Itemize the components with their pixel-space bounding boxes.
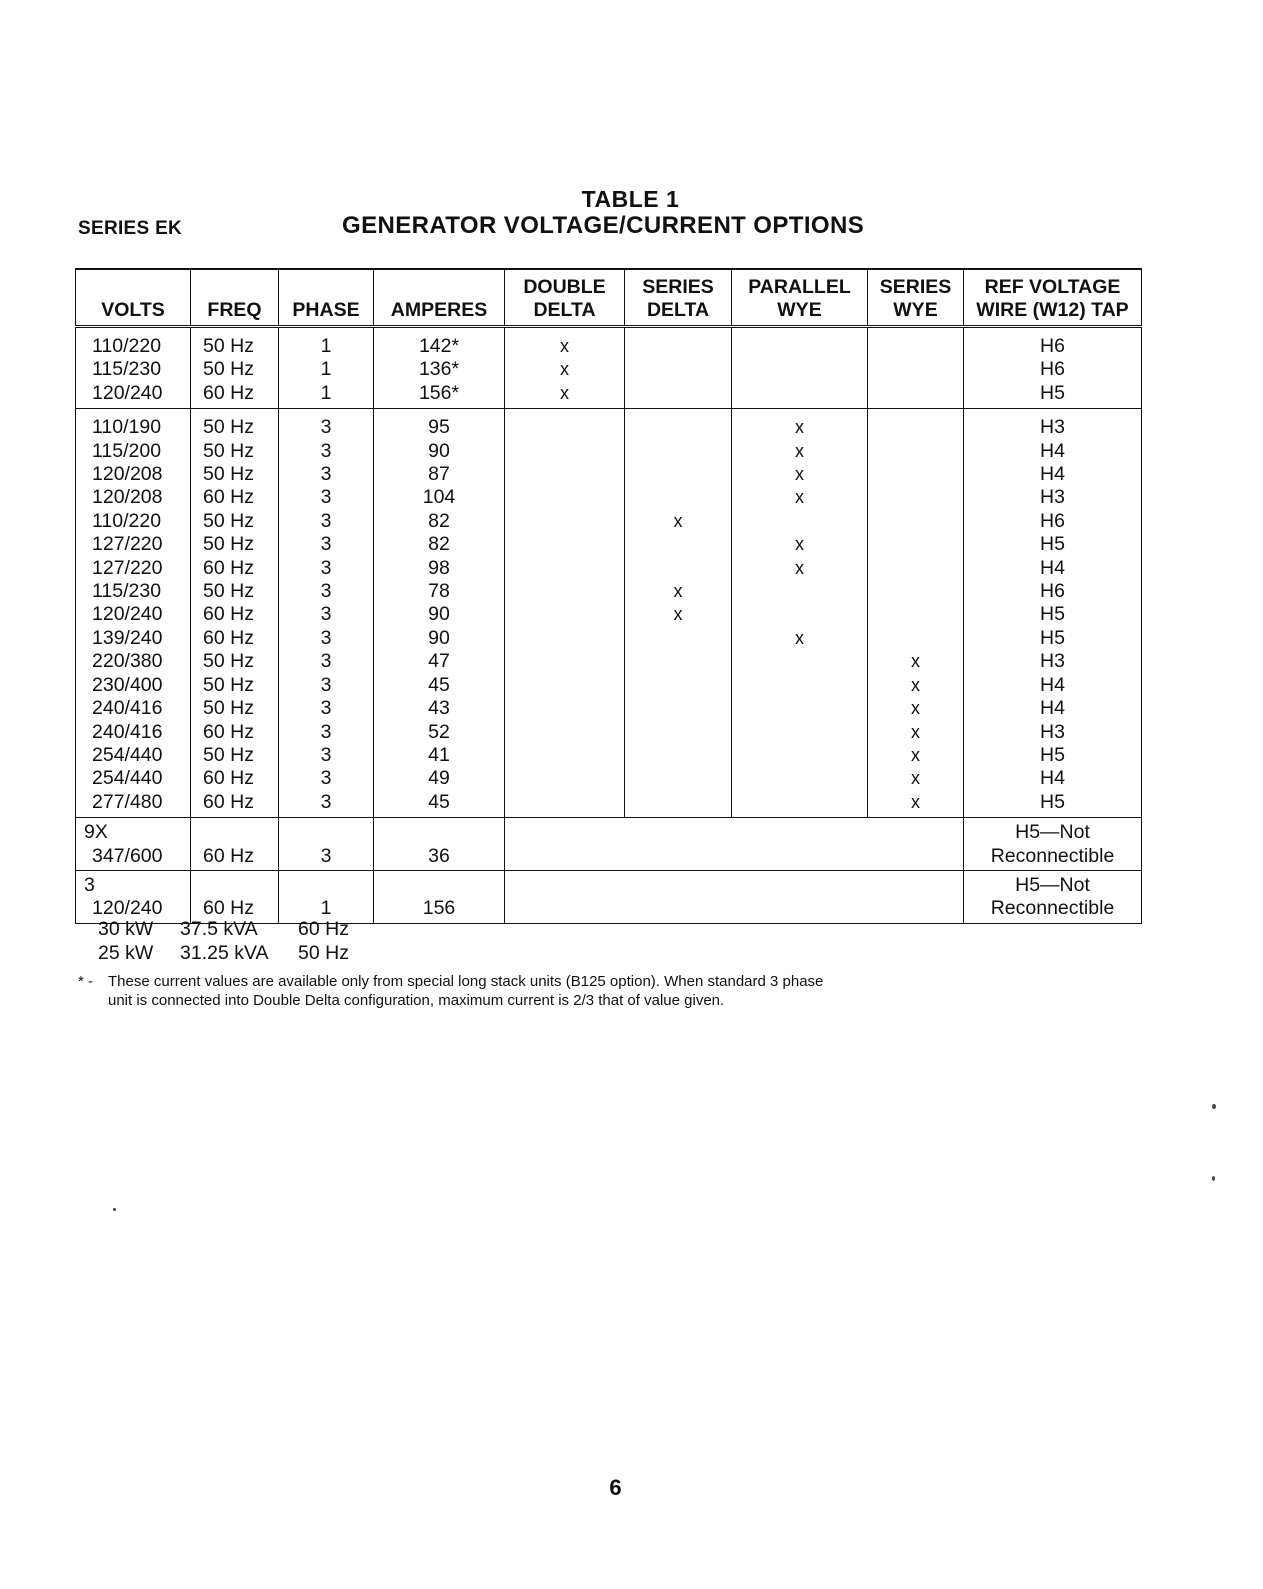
rating-kw: 25 kW (98, 941, 154, 964)
series-wye-cell (868, 580, 964, 603)
series-delta-cell (625, 463, 732, 486)
double-delta-cell: x (505, 382, 625, 409)
amperes-cell-value: 36 (428, 844, 450, 867)
table-row (76, 557, 1142, 580)
parallel-wye-cell (732, 382, 868, 409)
parallel-wye-cell (732, 580, 868, 603)
table-row (76, 767, 1142, 790)
series-wye-cell: x (868, 791, 964, 818)
table-row (76, 580, 1142, 603)
column-header-line2: FREQ (207, 299, 262, 321)
table-row (76, 650, 1142, 673)
volts-cell: 110/190 (76, 409, 191, 440)
freq-cell: 50 Hz (191, 533, 279, 556)
series-wye-cell: x (868, 721, 964, 744)
freq-cell: 50 Hz (191, 440, 279, 463)
table-row (76, 409, 1142, 440)
tap-cell: H4 (964, 440, 1142, 463)
table-row (76, 674, 1142, 697)
phase-cell: 3 (279, 650, 374, 673)
parallel-wye-cell (732, 603, 868, 626)
phase-cell: 3 (279, 463, 374, 486)
series-wye-cell (868, 440, 964, 463)
tap-cell: H3 (964, 486, 1142, 509)
column-header-line1 (76, 276, 190, 299)
tap-line2: Reconnectible (990, 844, 1115, 867)
series-delta-cell: x (625, 580, 732, 603)
column-header-line2: AMPERES (390, 299, 488, 321)
phase-cell: 3 (279, 721, 374, 744)
footnote-line-2: unit is connected into Double Delta configuration, maximum current is 2/3 that of value given. (108, 991, 725, 1009)
freq-cell: 50 Hz (191, 510, 279, 533)
double-delta-cell (505, 697, 625, 720)
phase-cell: 3 (279, 510, 374, 533)
freq-cell: 50 Hz (191, 409, 279, 440)
tap-cell: H5 (964, 791, 1142, 818)
tap-cell: H4 (964, 557, 1142, 580)
freq-cell: 60 Hz (191, 557, 279, 580)
series-delta-cell (625, 697, 732, 720)
table-row (76, 382, 1142, 409)
series-wye-cell (868, 486, 964, 509)
model-label: 9X (84, 821, 108, 844)
series-wye-cell: x (868, 650, 964, 673)
column-header (505, 269, 625, 327)
double-delta-cell (505, 744, 625, 767)
series-wye-cell: x (868, 674, 964, 697)
column-header-line1 (374, 276, 504, 299)
double-delta-cell (505, 650, 625, 673)
series-wye-cell (868, 510, 964, 533)
scan-speck (113, 1208, 116, 1211)
series-delta-cell (625, 674, 732, 697)
parallel-wye-cell (732, 358, 868, 381)
rating-kw: 30 kW (98, 918, 154, 940)
volts-cell: 120/240 (76, 382, 191, 409)
amperes-cell: 142* (374, 327, 505, 359)
column-header-line1: PARALLEL (748, 276, 851, 298)
series-delta-cell (625, 327, 732, 359)
tap-cell (964, 870, 1142, 923)
series-wye-cell: x (868, 767, 964, 790)
series-wye-cell (868, 603, 964, 626)
parallel-wye-cell (732, 510, 868, 533)
table-row (76, 358, 1142, 381)
amperes-cell: 90 (374, 627, 505, 650)
series-delta-cell: x (625, 603, 732, 626)
rating-freq: 50 Hz (298, 941, 349, 964)
parallel-wye-cell (732, 744, 868, 767)
tap-cell: H6 (964, 510, 1142, 533)
amperes-cell (374, 818, 505, 871)
double-delta-cell (505, 791, 625, 818)
column-header (374, 269, 505, 327)
tap-cell: H4 (964, 767, 1142, 790)
amperes-cell: 49 (374, 767, 505, 790)
column-header (868, 269, 964, 327)
parallel-wye-cell (732, 650, 868, 673)
table-row (76, 721, 1142, 744)
volts-cell: 240/416 (76, 721, 191, 744)
volts-value: 120/240 (92, 897, 163, 920)
table-row (76, 327, 1142, 359)
volts-cell: 115/230 (76, 358, 191, 381)
column-header-line2: WYE (893, 299, 938, 321)
phase-cell: 3 (279, 409, 374, 440)
freq-cell: 60 Hz (191, 791, 279, 818)
column-header (732, 269, 868, 327)
double-delta-cell (505, 627, 625, 650)
freq-cell (191, 870, 279, 923)
ratings-block (98, 918, 349, 965)
freq-cell-value: 60 Hz (203, 844, 254, 867)
phase-cell: 3 (279, 697, 374, 720)
three-phase-group (76, 409, 1142, 818)
amperes-cell (374, 870, 505, 923)
rating-row (98, 942, 349, 966)
tap-cell: H5 (964, 533, 1142, 556)
column-header-line1: SERIES (879, 276, 952, 298)
parallel-wye-cell: x (732, 409, 868, 440)
column-header-line1: SERIES (642, 276, 714, 298)
column-header-line2: VOLTS (101, 299, 165, 321)
parallel-wye-cell: x (732, 533, 868, 556)
volts-cell: 127/220 (76, 557, 191, 580)
table-row (76, 627, 1142, 650)
phase-cell (279, 870, 374, 923)
tap-cell: H6 (964, 358, 1142, 381)
table-row (76, 533, 1142, 556)
column-header-line2: DELTA (533, 299, 596, 321)
volts-cell: 230/400 (76, 674, 191, 697)
tap-line2: Reconnectible (990, 897, 1115, 920)
series-wye-cell (868, 327, 964, 359)
tap-line1: H5—Not (1015, 873, 1090, 896)
double-delta-cell (505, 557, 625, 580)
tap-cell: H5 (964, 627, 1142, 650)
tap-cell: H3 (964, 721, 1142, 744)
table-number (0, 186, 1263, 213)
table-row (76, 463, 1142, 486)
rating-freq: 60 Hz (298, 918, 349, 940)
amperes-cell: 82 (374, 533, 505, 556)
table-row (76, 486, 1142, 509)
series-delta-cell (625, 557, 732, 580)
freq-cell: 60 Hz (191, 486, 279, 509)
parallel-wye-cell (732, 674, 868, 697)
series-delta-cell (625, 382, 732, 409)
series-wye-cell (868, 358, 964, 381)
tap-cell (964, 818, 1142, 871)
column-header-line2: WIRE (W12) TAP (976, 299, 1129, 321)
series-wye-cell (868, 382, 964, 409)
series-delta-cell (625, 440, 732, 463)
phase-cell: 3 (279, 580, 374, 603)
amperes-cell: 43 (374, 697, 505, 720)
series-wye-cell: x (868, 744, 964, 767)
double-delta-cell (505, 580, 625, 603)
double-delta-cell (505, 767, 625, 790)
phase-cell: 3 (279, 603, 374, 626)
freq-cell: 60 Hz (191, 603, 279, 626)
series-wye-cell (868, 557, 964, 580)
footnote-bullet: * - (78, 973, 93, 990)
volts-cell: 139/240 (76, 627, 191, 650)
phase-cell: 1 (279, 382, 374, 409)
double-delta-cell (505, 463, 625, 486)
tap-cell: H6 (964, 580, 1142, 603)
freq-cell-value: 60 Hz (203, 897, 254, 920)
phase-cell: 3 (279, 674, 374, 697)
double-delta-cell (505, 510, 625, 533)
phase-cell: 3 (279, 486, 374, 509)
connection-cell-empty (505, 870, 964, 923)
rating-kva: 31.25 kVA (180, 941, 269, 964)
parallel-wye-cell (732, 721, 868, 744)
volts-cell: 127/220 (76, 533, 191, 556)
column-header (279, 269, 374, 327)
footnote-line-1: These current values are available only from special long stack units (B125 option). When standard 3 phase (108, 973, 824, 990)
generator-options-table (75, 268, 1142, 924)
column-header (76, 269, 191, 327)
table-row (76, 744, 1142, 767)
series-delta-cell (625, 627, 732, 650)
amperes-cell: 41 (374, 744, 505, 767)
amperes-cell: 45 (374, 674, 505, 697)
column-header-line1: DOUBLE (523, 276, 606, 298)
volts-cell: 120/208 (76, 463, 191, 486)
double-delta-cell (505, 533, 625, 556)
phase-cell: 1 (279, 327, 374, 359)
volts-cell: 120/208 (76, 486, 191, 509)
parallel-wye-cell: x (732, 486, 868, 509)
table-row (76, 697, 1142, 720)
volts-cell: 220/380 (76, 650, 191, 673)
volts-cell: 240/416 (76, 697, 191, 720)
series-delta-cell (625, 650, 732, 673)
volts-cell: 120/240 (76, 603, 191, 626)
page-number-text: 6 (609, 1475, 622, 1500)
phase-cell: 3 (279, 440, 374, 463)
tap-cell: H4 (964, 463, 1142, 486)
series-label: SERIES EK (78, 218, 183, 239)
page-number (0, 1475, 1263, 1501)
series-wye-cell (868, 463, 964, 486)
volts-cell: 110/220 (76, 327, 191, 359)
column-header-line2: WYE (777, 299, 822, 321)
phase-cell: 3 (279, 767, 374, 790)
column-header (191, 269, 279, 327)
freq-cell: 60 Hz (191, 767, 279, 790)
tap-cell: H5 (964, 382, 1142, 409)
freq-cell: 50 Hz (191, 697, 279, 720)
series-delta-cell (625, 744, 732, 767)
amperes-cell-value: 156 (422, 897, 456, 920)
scan-speck (1212, 1176, 1215, 1181)
phase-cell-value: 3 (320, 844, 332, 867)
special-model-row (76, 870, 1142, 923)
series-delta-cell (625, 409, 732, 440)
series-delta-cell (625, 767, 732, 790)
series-wye-cell (868, 627, 964, 650)
series-delta-cell (625, 358, 732, 381)
phase-cell (279, 818, 374, 871)
special-models-group (76, 818, 1142, 924)
volts-cell: 254/440 (76, 744, 191, 767)
amperes-cell: 156* (374, 382, 505, 409)
table-title: GENERATOR VOLTAGE/CURRENT OPTIONS (342, 212, 865, 239)
volts-cell: 110/220 (76, 510, 191, 533)
freq-cell: 50 Hz (191, 463, 279, 486)
double-delta-cell: x (505, 327, 625, 359)
parallel-wye-cell (732, 791, 868, 818)
series-delta-cell (625, 791, 732, 818)
freq-cell: 50 Hz (191, 327, 279, 359)
tap-cell: H3 (964, 409, 1142, 440)
volts-cell: 277/480 (76, 791, 191, 818)
parallel-wye-cell: x (732, 440, 868, 463)
column-header-line2: PHASE (292, 299, 360, 321)
phase-cell: 3 (279, 533, 374, 556)
amperes-cell: 87 (374, 463, 505, 486)
series-delta-cell (625, 721, 732, 744)
phase-cell: 3 (279, 557, 374, 580)
double-delta-cell (505, 674, 625, 697)
freq-cell: 60 Hz (191, 382, 279, 409)
volts-cell: 254/440 (76, 767, 191, 790)
tap-cell: H5 (964, 603, 1142, 626)
series-delta-cell (625, 486, 732, 509)
amperes-cell: 104 (374, 486, 505, 509)
special-model-row (76, 818, 1142, 871)
double-delta-cell: x (505, 358, 625, 381)
column-header-line1: REF VOLTAGE (984, 276, 1121, 298)
rating-row (98, 918, 349, 942)
phase-cell: 3 (279, 627, 374, 650)
freq-cell: 60 Hz (191, 721, 279, 744)
series-wye-cell: x (868, 697, 964, 720)
amperes-cell: 82 (374, 510, 505, 533)
freq-cell: 50 Hz (191, 674, 279, 697)
tap-cell: H5 (964, 744, 1142, 767)
double-delta-cell (505, 721, 625, 744)
single-phase-group (76, 327, 1142, 409)
freq-cell: 50 Hz (191, 580, 279, 603)
volts-cell (76, 818, 191, 871)
connection-cell-empty (505, 818, 964, 871)
parallel-wye-cell: x (732, 463, 868, 486)
volts-cell: 115/200 (76, 440, 191, 463)
amperes-cell: 47 (374, 650, 505, 673)
amperes-cell: 136* (374, 358, 505, 381)
table-row (76, 510, 1142, 533)
double-delta-cell (505, 409, 625, 440)
amperes-cell: 78 (374, 580, 505, 603)
parallel-wye-cell (732, 327, 868, 359)
series-delta-cell (625, 533, 732, 556)
model-label: 3 (84, 873, 95, 896)
amperes-cell: 90 (374, 603, 505, 626)
column-header-line1 (279, 276, 373, 299)
table-number-text: TABLE 1 (581, 186, 680, 212)
tap-cell: H3 (964, 650, 1142, 673)
tap-cell: H4 (964, 674, 1142, 697)
freq-cell: 60 Hz (191, 627, 279, 650)
rating-kva: 37.5 kVA (180, 918, 258, 940)
freq-cell: 50 Hz (191, 358, 279, 381)
table-header-row (76, 269, 1142, 327)
phase-cell: 1 (279, 358, 374, 381)
double-delta-cell (505, 486, 625, 509)
parallel-wye-cell (732, 767, 868, 790)
double-delta-cell (505, 603, 625, 626)
tap-line1: H5—Not (1015, 821, 1090, 844)
phase-cell-value: 1 (320, 897, 332, 920)
column-header-line1 (191, 276, 278, 299)
amperes-cell: 90 (374, 440, 505, 463)
freq-cell: 50 Hz (191, 650, 279, 673)
amperes-cell: 98 (374, 557, 505, 580)
table-row (76, 440, 1142, 463)
parallel-wye-cell: x (732, 557, 868, 580)
parallel-wye-cell: x (732, 627, 868, 650)
freq-cell: 50 Hz (191, 744, 279, 767)
series-wye-cell (868, 533, 964, 556)
double-delta-cell (505, 440, 625, 463)
amperes-cell: 52 (374, 721, 505, 744)
amperes-cell: 45 (374, 791, 505, 818)
series-delta-cell: x (625, 510, 732, 533)
volts-cell: 115/230 (76, 580, 191, 603)
column-header-line2: DELTA (646, 299, 710, 321)
tap-cell: H6 (964, 327, 1142, 359)
table-row (76, 791, 1142, 818)
freq-cell (191, 818, 279, 871)
footnote (78, 973, 978, 1010)
phase-cell: 3 (279, 744, 374, 767)
table-row (76, 603, 1142, 626)
phase-cell: 3 (279, 791, 374, 818)
volts-value: 347/600 (92, 844, 163, 867)
volts-cell (76, 870, 191, 923)
parallel-wye-cell (732, 697, 868, 720)
series-wye-cell (868, 409, 964, 440)
amperes-cell: 95 (374, 409, 505, 440)
tap-cell: H4 (964, 697, 1142, 720)
column-header (964, 269, 1142, 327)
scan-speck (1212, 1104, 1216, 1109)
column-header (625, 269, 732, 327)
